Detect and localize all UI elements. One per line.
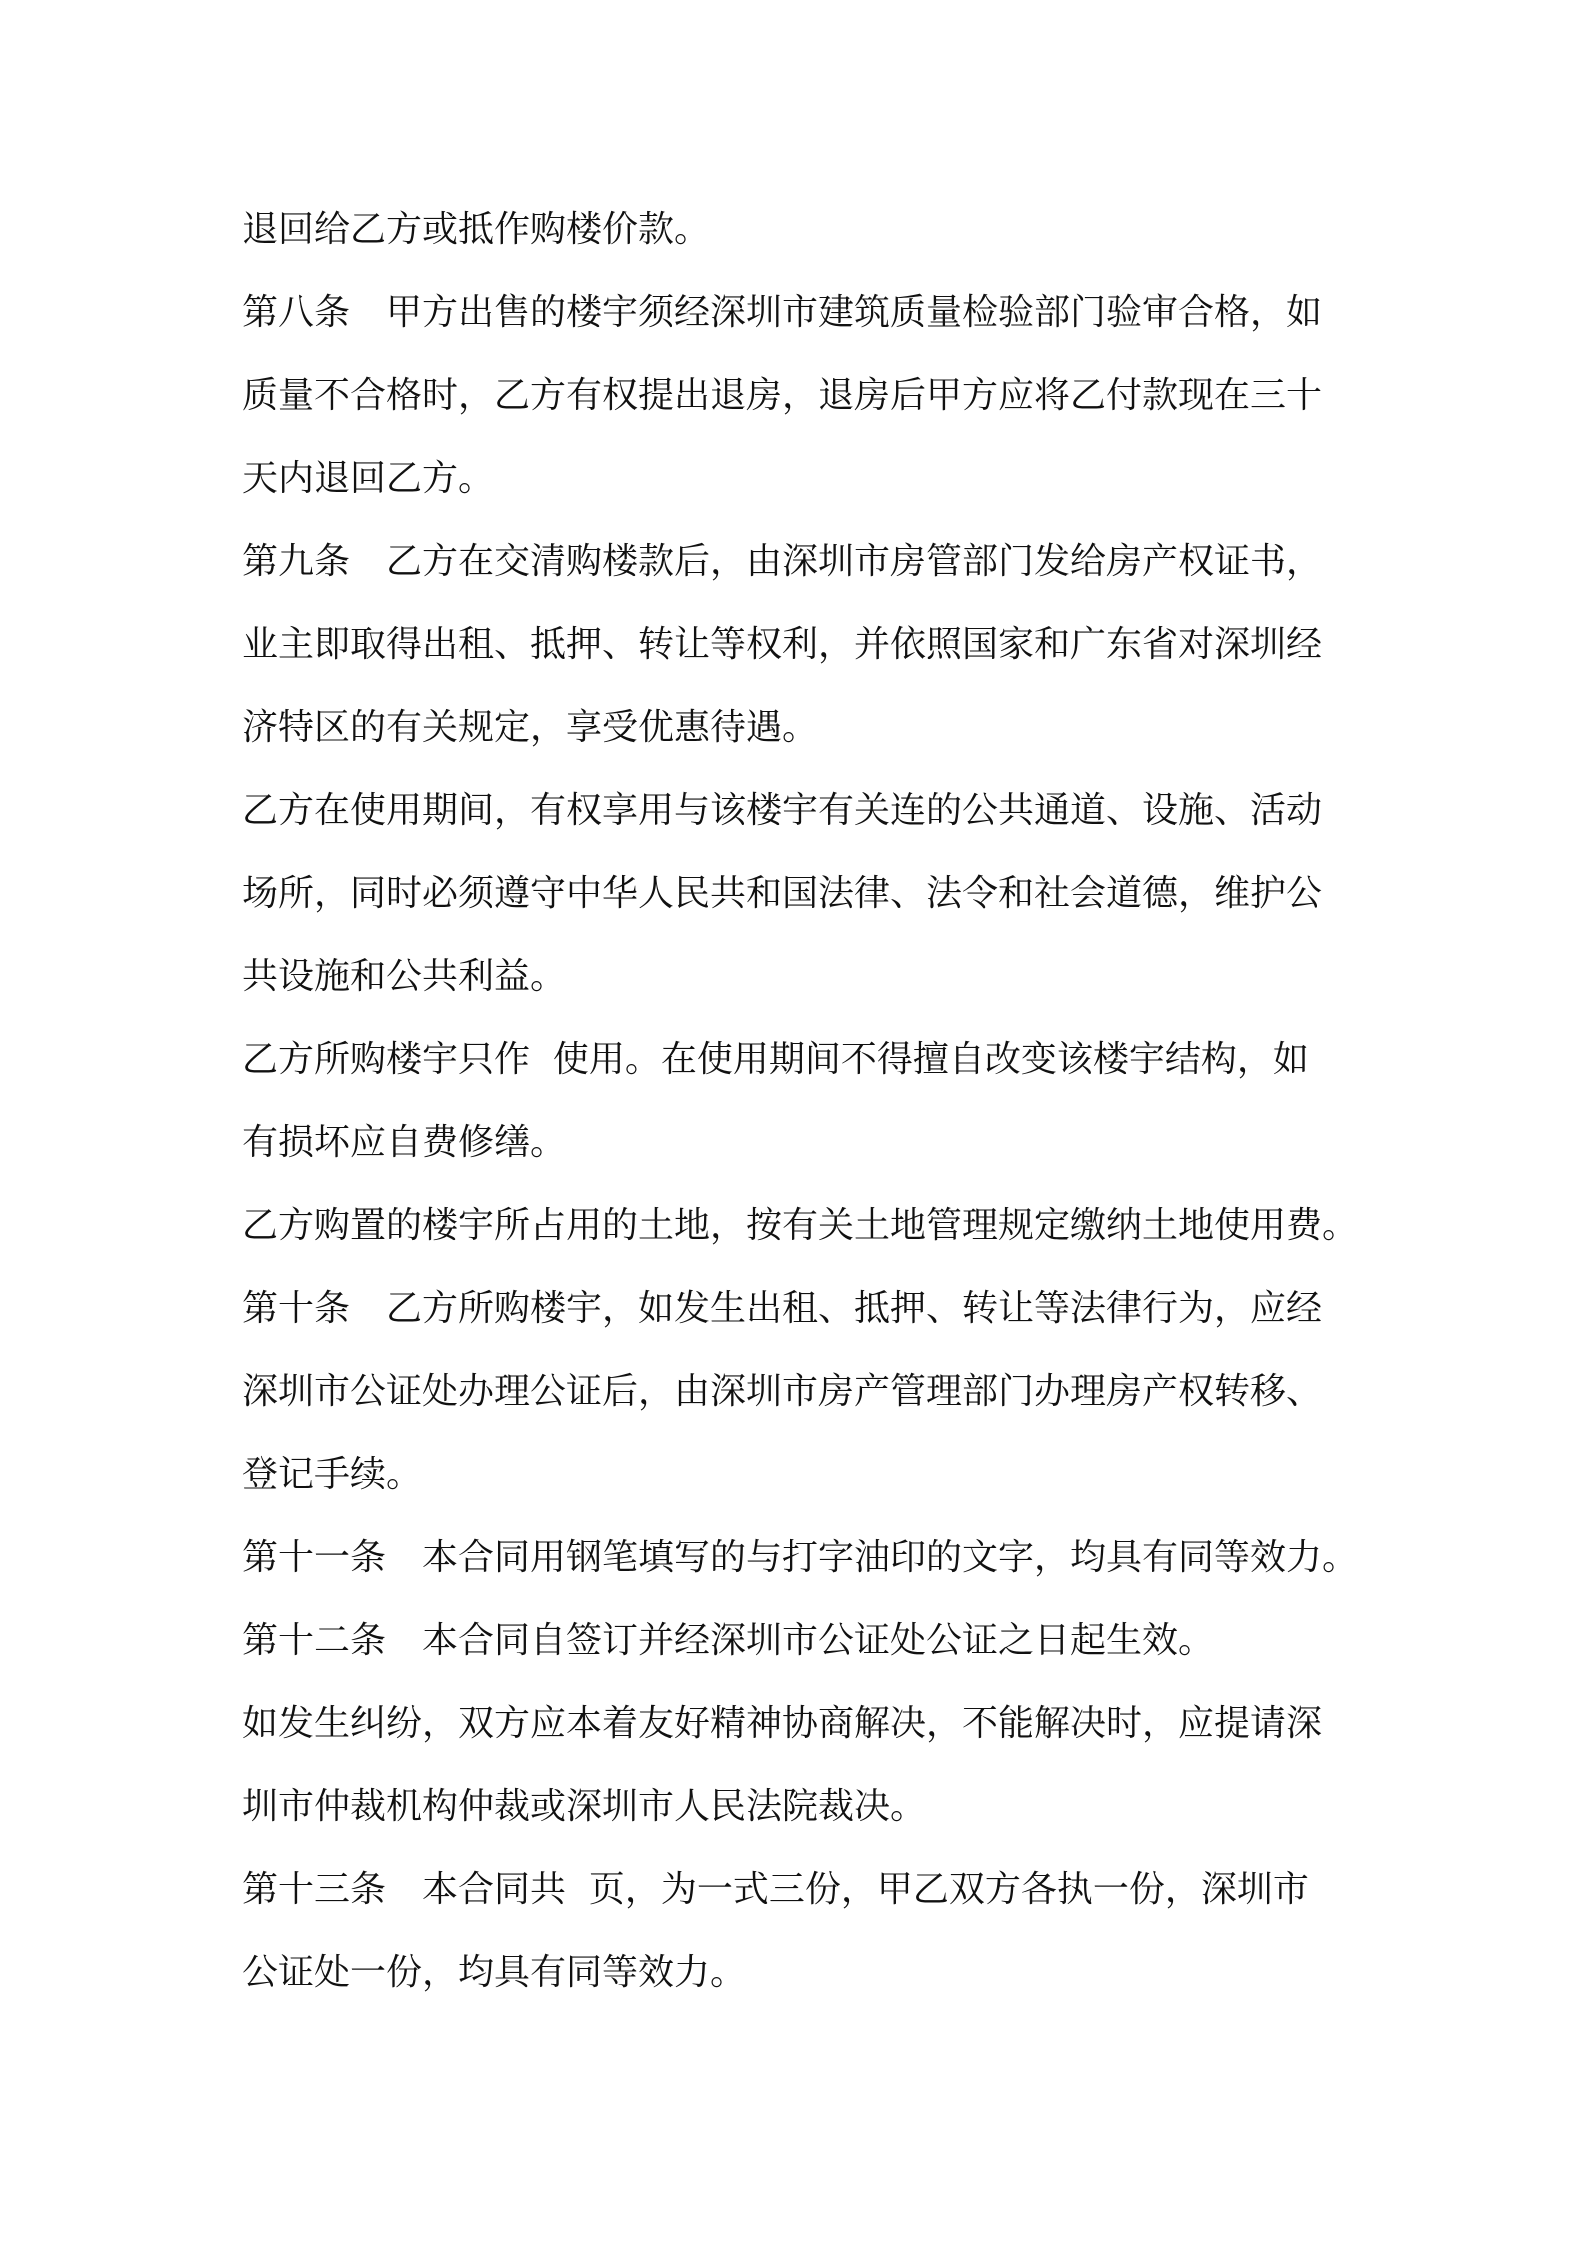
text-line: 第八条 甲方出售的楼宇须经深圳市建筑质量检验部门验审合格，如	[242, 292, 1323, 333]
text-line: 第十一条 本合同用钢笔填写的与打字油印的文字，均具有同等效力。	[242, 1537, 1359, 1578]
text-line: 如发生纠纷，双方应本着友好精神协商解决，不能解决时，应提请深	[242, 1703, 1323, 1744]
text-line: 乙方所购楼宇只作 使用。在使用期间不得擅自改变该楼宇结构，如	[242, 1039, 1309, 1080]
text-line: 有损坏应自费修缮。	[242, 1122, 567, 1163]
text-line: 公证处一份，均具有同等效力。	[242, 1952, 747, 1993]
text-line: 业主即取得出租、抵押、转让等权利，并依照国家和广东省对深圳经	[242, 624, 1323, 665]
text-line: 质量不合格时，乙方有权提出退房，退房后甲方应将乙付款现在三十	[242, 375, 1323, 416]
text-line: 天内退回乙方。	[242, 458, 495, 499]
text-line: 场所，同时必须遵守中华人民共和国法律、法令和社会道德，维护公	[242, 873, 1323, 914]
text-line: 乙方购置的楼宇所占用的土地，按有关土地管理规定缴纳土地使用费。	[242, 1205, 1359, 1246]
text-line: 圳市仲裁机构仲裁或深圳市人民法院裁决。	[242, 1786, 927, 1827]
text-line: 第十二条 本合同自签订并经深圳市公证处公证之日起生效。	[242, 1620, 1215, 1661]
text-line: 登记手续。	[242, 1454, 423, 1495]
text-line: 深圳市公证处办理公证后，由深圳市房产管理部门办理房产权转移、	[242, 1371, 1323, 1412]
text-line: 退回给乙方或抵作购楼价款。	[242, 209, 711, 250]
text-line: 共设施和公共利益。	[242, 956, 567, 997]
text-line: 第十条 乙方所购楼宇，如发生出租、抵押、转让等法律行为，应经	[242, 1288, 1323, 1329]
text-line: 乙方在使用期间，有权享用与该楼宇有关连的公共通道、设施、活动	[242, 790, 1323, 831]
text-line: 济特区的有关规定，享受优惠待遇。	[242, 707, 819, 748]
text-line: 第九条 乙方在交清购楼款后，由深圳市房管部门发给房产权证书，	[242, 541, 1323, 582]
text-line: 第十三条 本合同共 页，为一式三份，甲乙双方各执一份，深圳市	[242, 1869, 1309, 1910]
